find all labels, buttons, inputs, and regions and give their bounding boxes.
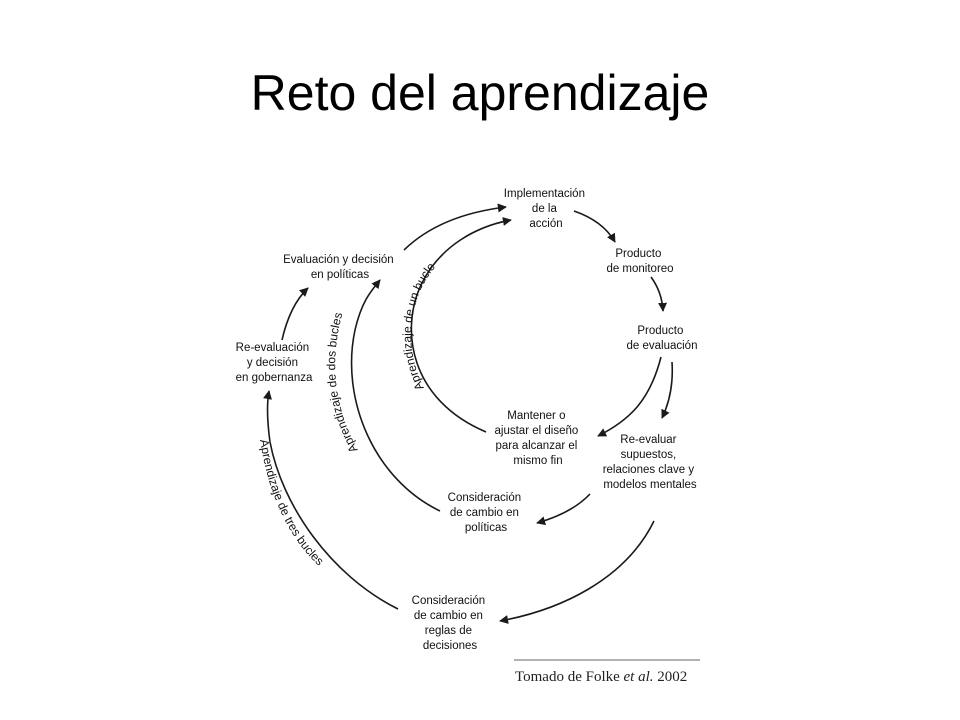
arrow-gobernanza-to-evaluacion-politicas — [282, 288, 308, 340]
source-caption: Tomado de Folke et al. 2002 — [515, 669, 688, 685]
loop-label-dos-bucles: Aprendizaje de dos bucles — [324, 310, 361, 456]
arrow-reevaluar-to-reglas — [500, 521, 654, 621]
arrow-double-loop — [352, 280, 440, 511]
arrow-single-loop — [411, 220, 511, 432]
arrow-implementacion-to-monitoreo — [574, 211, 615, 242]
arrow-monitoreo-to-evaluacion — [651, 277, 663, 311]
node-consideracion-politicas: Consideración de cambio en políticas — [447, 492, 522, 534]
loop-label-un-bucle: Aprendizaje de un bucle — [400, 259, 438, 393]
node-implementacion: Implementación de la acción — [503, 188, 585, 230]
slide-title: Reto del aprendizaje — [250, 65, 710, 121]
node-reevaluacion-gobernanza: Re-evaluación y decisión en gobernanza — [235, 342, 313, 384]
arrow-reevaluar-to-politicas — [537, 494, 590, 523]
node-producto-evaluacion: Producto de evaluación — [626, 325, 698, 352]
arrow-evaluacion-to-reevaluar — [662, 362, 672, 418]
arrow-evaluacion-to-mantener — [598, 357, 661, 436]
node-consideracion-reglas: Consideración de cambio en reglas de decisiones — [411, 595, 486, 652]
node-evaluacion-politicas: Evaluación y decisión en políticas — [283, 254, 394, 281]
node-mantener-o-ajustar: Mantener o ajustar el diseño para alcanzar el mismo fin — [494, 410, 579, 467]
node-re-evaluar: Re-evaluar supuestos, relaciones clave y modelos mentales — [602, 434, 697, 491]
loop-label-tres-bucles: Aprendizaje de tres bucles — [257, 438, 327, 569]
node-producto-monitoreo: Producto de monitoreo — [606, 248, 674, 275]
